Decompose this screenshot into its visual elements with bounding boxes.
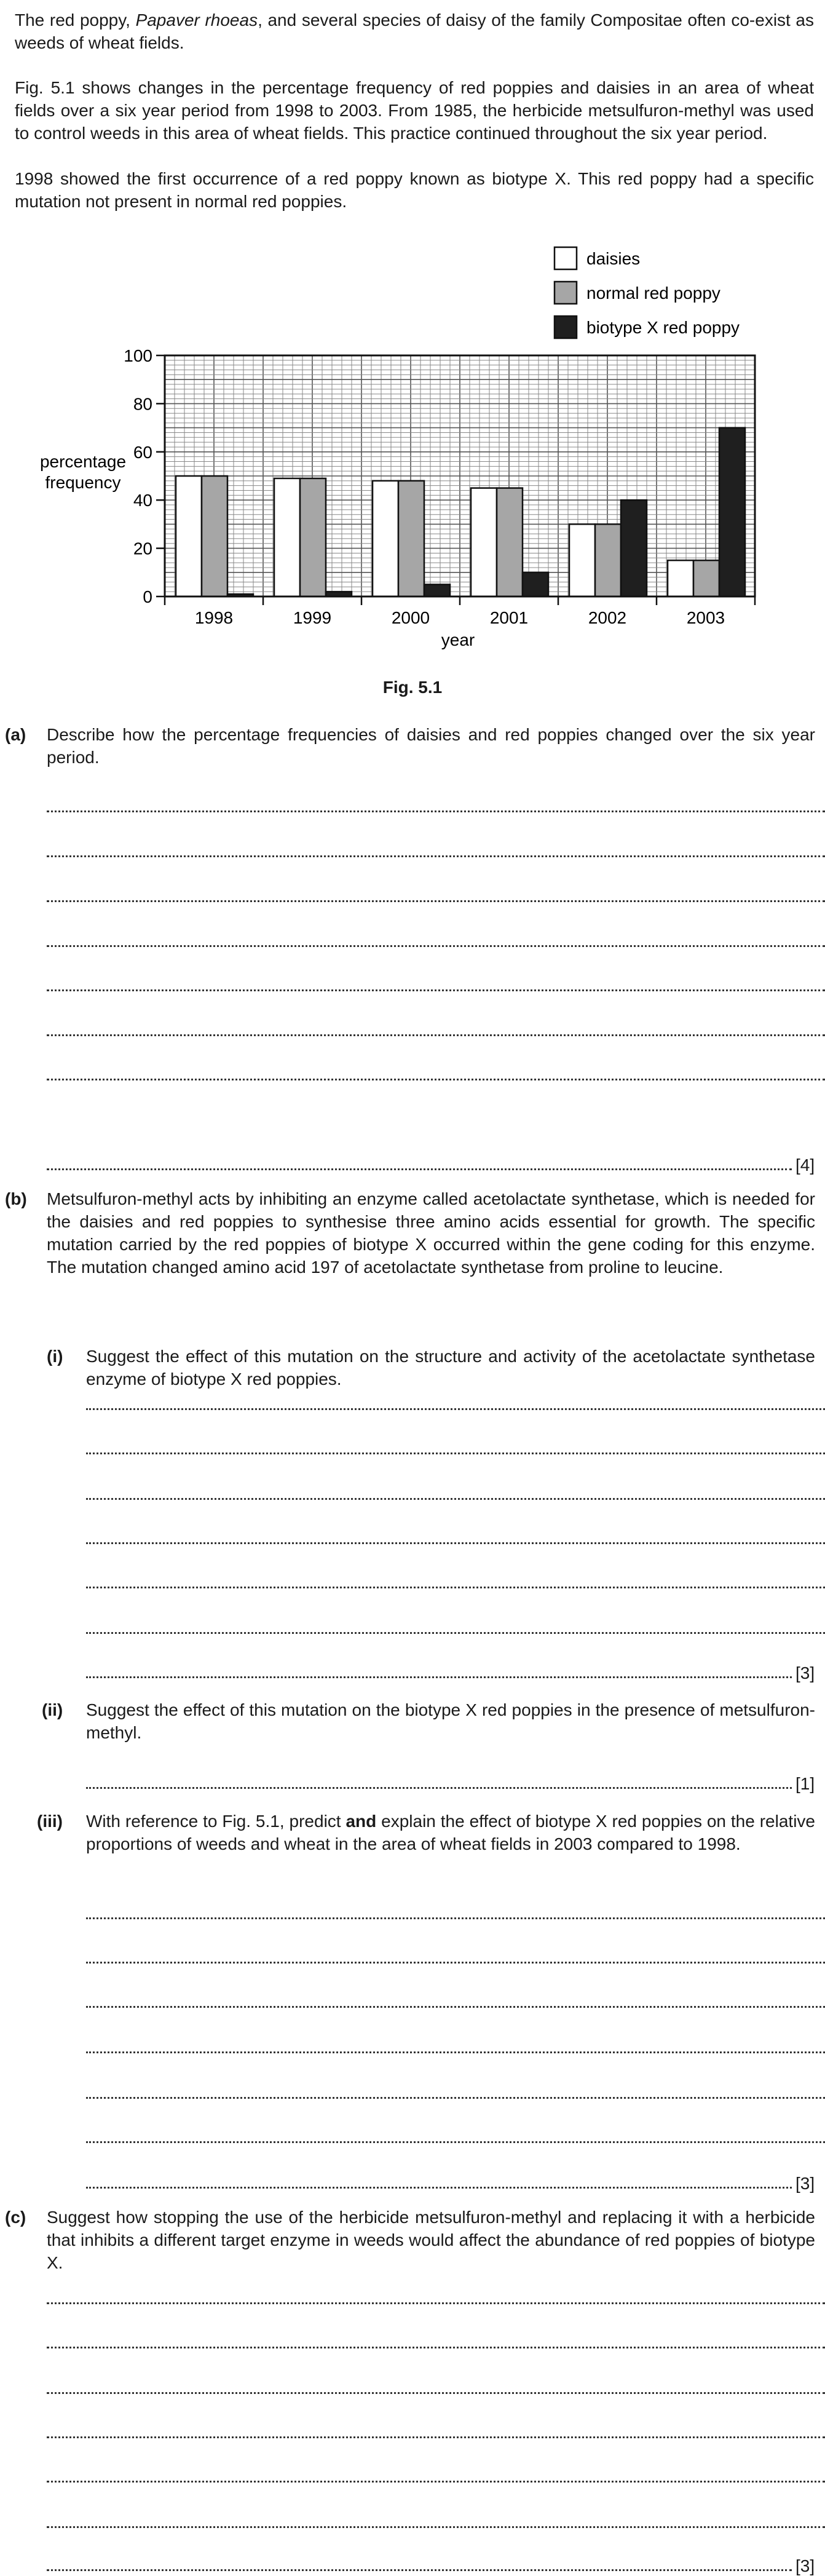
x-tick-label: 2002 — [588, 608, 627, 627]
question-b-ii-text: Suggest the effect of this mutation on the biotype X red poppies in the presence of metsulfuron-methyl. — [86, 1700, 815, 1742]
x-tick-label: 1998 — [194, 608, 234, 627]
y-tick-label: 100 — [124, 346, 152, 365]
question-b-text: Metsulfuron-methyl acts by inhibiting an enzyme called acetolactate synthetase, which is needed for the daisies and red poppies to synthesise three amino acids essential for growth. The specific mutation carried by the red poppies of biotype X occurred within the gene coding for this enzyme. The mutation changed amino acid 197 of acetolactate synthetase from proline to leucine. — [47, 1189, 815, 1277]
answer-line[interactable] — [47, 855, 825, 857]
figure-caption: Fig. 5.1 — [382, 678, 443, 697]
answer-line[interactable] — [86, 2141, 825, 2143]
chart-grid — [165, 355, 755, 596]
bar-normal-red-poppy-2003 — [693, 560, 719, 596]
answer-line[interactable] — [47, 945, 825, 947]
answer-line[interactable] — [47, 2481, 825, 2483]
bar-daisies-2001 — [471, 488, 497, 596]
intro-paragraph-1 — [15, 9, 814, 54]
intro-paragraph-3: 1998 showed the first occurrence of a red poppy known as biotype X. This red poppy had a specific mutation not present in normal red poppies. — [15, 169, 814, 211]
marks-b-i: [3] — [795, 1663, 815, 1682]
question-b-iii-label: (iii) — [37, 1812, 63, 1831]
x-tick-label: 2000 — [391, 608, 430, 627]
marks-b-iii: [3] — [795, 2174, 815, 2193]
answer-line[interactable] — [47, 2526, 825, 2528]
answer-line[interactable] — [86, 1452, 825, 1454]
y-axis-label-line-1: percentage — [39, 452, 127, 471]
answer-line[interactable] — [47, 1168, 792, 1170]
intro-text: The red poppy, — [15, 10, 136, 30]
answer-line[interactable] — [86, 2006, 825, 2008]
bar-daisies-2003 — [668, 560, 693, 596]
question-a-label: (a) — [5, 725, 26, 744]
answer-line[interactable] — [47, 2392, 825, 2394]
question-text-part: With reference to Fig. 5.1, predict — [86, 1812, 346, 1831]
bar-normal-red-poppy-2001 — [497, 488, 523, 596]
answer-line[interactable] — [86, 1542, 825, 1544]
answer-line[interactable] — [86, 1632, 825, 1634]
legend-label: daisies — [586, 249, 641, 268]
answer-line[interactable] — [47, 900, 825, 902]
answer-line[interactable] — [86, 1498, 825, 1500]
legend-label: biotype X red poppy — [586, 318, 740, 337]
question-b-label: (b) — [5, 1189, 27, 1208]
marks-a: [4] — [795, 1155, 815, 1175]
question-b-i-text: Suggest the effect of this mutation on the structure and activity of the acetolactate synthetase enzyme of biotype X red poppies. — [86, 1347, 815, 1389]
answer-line[interactable] — [47, 2569, 792, 2571]
answer-line[interactable] — [86, 2051, 825, 2053]
y-tick-label: 40 — [133, 491, 152, 510]
bar-biotype-X-red-poppy-2000 — [424, 584, 450, 596]
answer-line[interactable] — [86, 1787, 792, 1789]
y-tick-label: 0 — [143, 587, 152, 606]
y-tick-label: 20 — [133, 539, 152, 558]
answer-line[interactable] — [47, 1034, 825, 1036]
chart-bars — [176, 428, 745, 596]
answer-line[interactable] — [86, 2097, 825, 2099]
intro-paragraph-2: Fig. 5.1 shows changes in the percentage frequency of red poppies and daisies in an area of wheat fields over a six year period from 1998 to 2003. From 1985, the herbicide metsulfuron-methyl was used to control weeds in this area of wheat fields. This practice continued throughout the six year period. — [15, 78, 814, 143]
bar-normal-red-poppy-2000 — [398, 481, 424, 596]
species-name: Papaver rhoeas — [135, 10, 258, 30]
x-tick-label: 2003 — [686, 608, 725, 627]
bar-normal-red-poppy-1999 — [300, 478, 326, 596]
legend-swatch — [555, 316, 577, 338]
answer-line[interactable] — [86, 1676, 792, 1678]
answer-line[interactable] — [47, 2302, 825, 2304]
bar-biotype-X-red-poppy-2002 — [621, 500, 647, 596]
emphasis-and: and — [345, 1812, 377, 1831]
bar-daisies-1998 — [176, 476, 202, 596]
x-tick-label: 1999 — [293, 608, 332, 627]
answer-line[interactable] — [47, 2347, 825, 2348]
chart-legend — [555, 247, 740, 338]
bar-biotype-X-red-poppy-2001 — [523, 573, 548, 596]
intro-text: , and several species of daisy of the family Compositae often co-exist as weeds of wheat fields. — [15, 10, 815, 52]
bar-chart — [0, 240, 825, 916]
question-c-text: Suggest how stopping the use of the herbicide metsulfuron-methyl and replacing it with a herbicide that inhibits a different target enzyme in weeds would affect the abundance of red poppies of biotype X. — [47, 2208, 815, 2272]
question-a-text: Describe how the percentage frequencies of daisies and red poppies changed over the six year period. — [47, 725, 815, 767]
bar-daisies-2002 — [569, 524, 595, 596]
marks-b-ii: [1] — [795, 1774, 815, 1793]
answer-line[interactable] — [86, 1962, 825, 1964]
bar-daisies-1999 — [274, 478, 300, 596]
bar-daisies-2000 — [373, 481, 398, 596]
bar-biotype-X-red-poppy-2003 — [719, 428, 745, 596]
answer-line[interactable] — [86, 1408, 825, 1410]
y-axis-label-line-2: frequency — [45, 473, 121, 492]
question-b-i-label: (i) — [47, 1347, 63, 1366]
y-tick-label: 80 — [133, 394, 152, 414]
question-b-iii-text — [86, 1810, 815, 1855]
bar-normal-red-poppy-1998 — [202, 476, 227, 596]
legend-swatch — [555, 282, 577, 304]
answer-line[interactable] — [47, 810, 825, 812]
answer-line[interactable] — [86, 1587, 825, 1588]
x-axis-label: year — [441, 630, 475, 649]
answer-line[interactable] — [86, 2187, 792, 2189]
marks-c: [3] — [795, 2556, 815, 2575]
legend-label: normal red poppy — [586, 283, 720, 303]
answer-line[interactable] — [47, 989, 825, 991]
question-c-label: (c) — [5, 2208, 26, 2227]
x-tick-label: 2001 — [489, 608, 529, 627]
answer-line[interactable] — [86, 1917, 825, 1919]
bar-normal-red-poppy-2002 — [595, 524, 621, 596]
question-text-part: explain the effect of biotype X red poppies on the relative proportions of weeds and wheat in the area of wheat fields in 2003 compared to 1998. — [86, 1812, 815, 1853]
legend-swatch — [555, 247, 577, 269]
answer-line[interactable] — [47, 1079, 825, 1080]
y-tick-label: 60 — [133, 442, 152, 462]
question-b-ii-label: (ii) — [42, 1700, 63, 1719]
answer-line[interactable] — [47, 2436, 825, 2438]
